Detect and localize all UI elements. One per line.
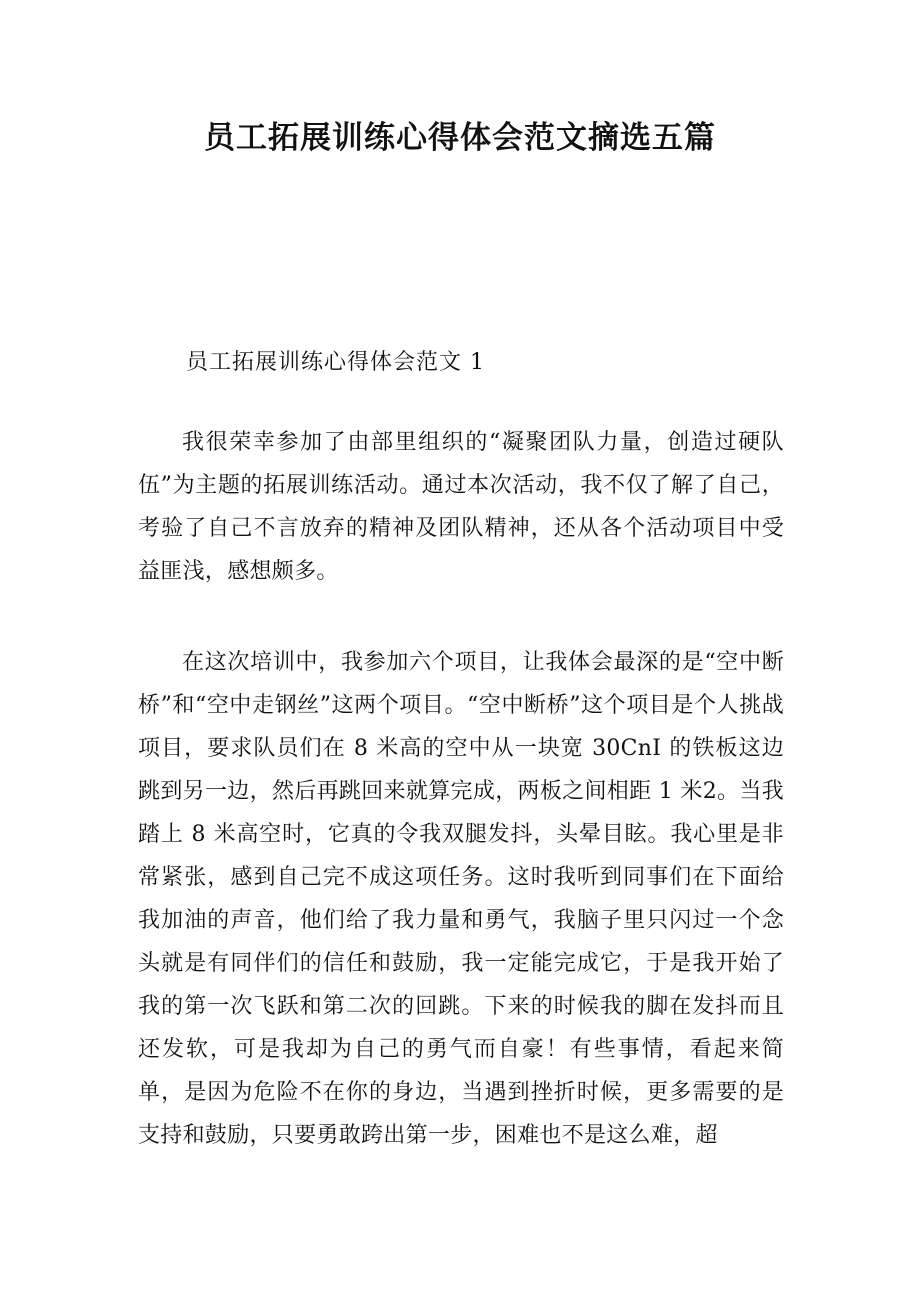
section-heading: 员工拓展训练心得体会范文 1	[186, 350, 485, 375]
paragraph-1: 我很荣幸参加了由部里组织的“凝聚团队力量，创造过硬队伍”为主题的拓展训练活动。通过本次活动，我不仅了解了自己，考验了自己不言放弃的精神及团队精神，还从各个活动项目中受益匪浅，感想颇多。	[138, 430, 784, 584]
paragraph-2: 在这次培训中，我参加六个项目，让我体会最深的是“空中断桥”和“空中走钢丝”这两个项目。“空中断桥”这个项目是个人挑战项目，要求队员们在 8 米高的空中从一块宽 30CnI 的铁板这边跳到另一边，然后再跳回来就算完成，两板之间相距 1 米2。当我踏上 8 米高空时，它真的令我双腿发抖，头晕目眩。我心里是非常紧张，感到自己完不成这项任务。这时我听到同事们在下面给我加油的声音，他们给了我力量和勇气，我脑子里只闪过一个念头就是有同伴们的信任和鼓励，我一定能完成它，于是我开始了我的第一次飞跃和第二次的回跳。下来的时候我的脚在发抖而且还发软，可是我却为自己的勇气而自豪！有些事情，看起来简单，是因为危险不在你的身边，当遇到挫折时候，更多需要的是支持和鼓励，只要勇敢跨出第一步，困难也不是这么难，超	[138, 650, 784, 1148]
document-title: 员工拓展训练心得体会范文摘选五篇	[204, 120, 716, 156]
